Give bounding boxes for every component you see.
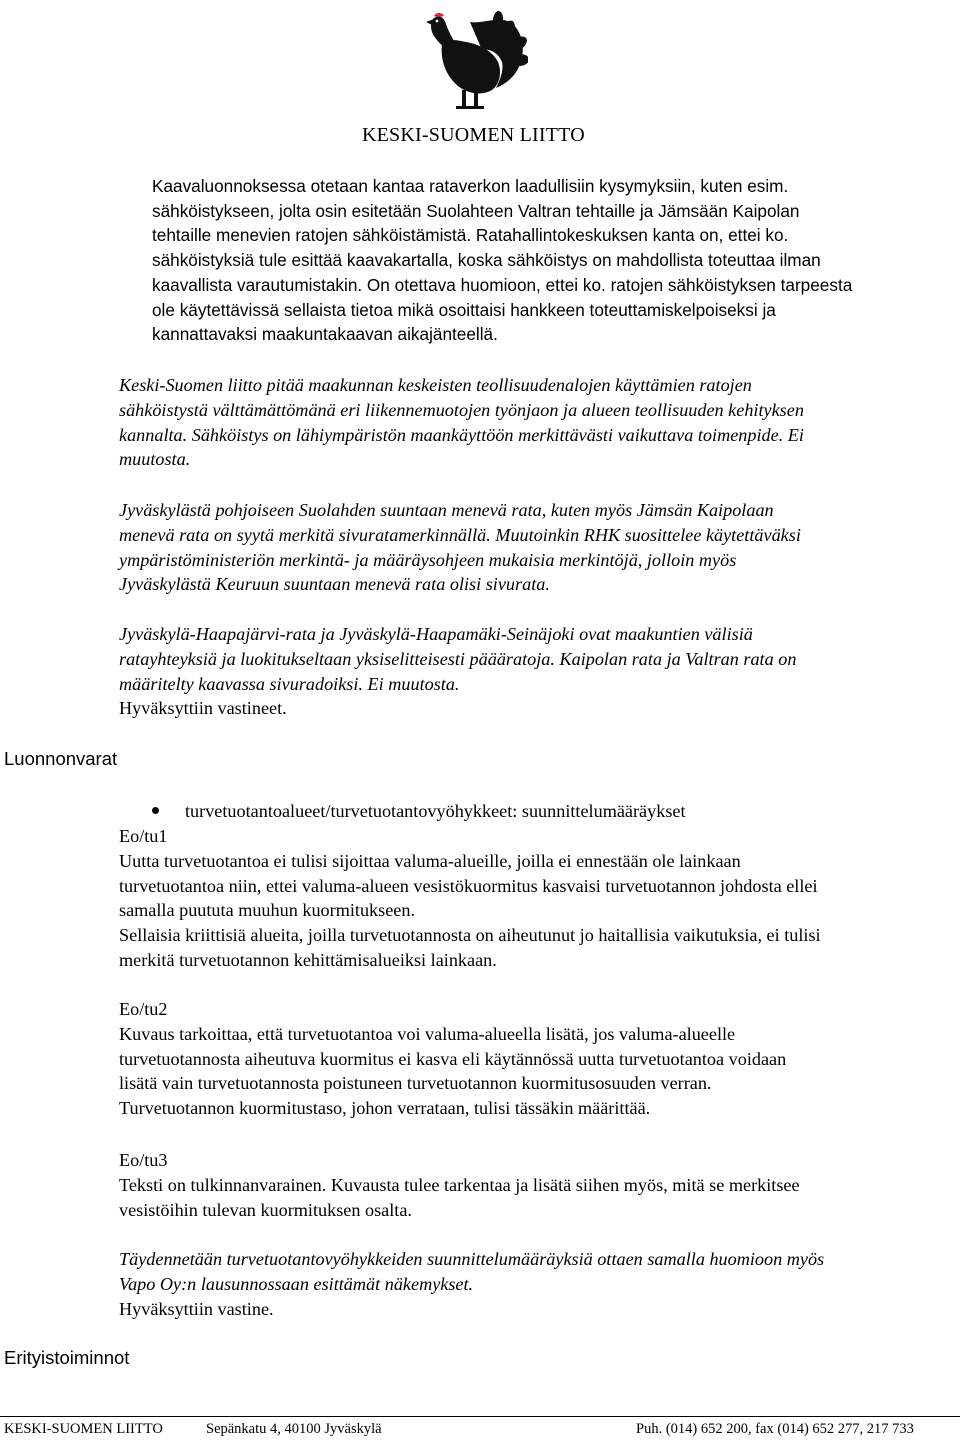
response-line: Jyväskylä-Haapajärvi-rata ja Jyväskylä-Haapamäki-Seinäjoki ovat maakuntien välisiä — [119, 624, 753, 644]
response-paragraph-electrification — [119, 373, 959, 472]
response-paragraph-main-lines — [119, 622, 959, 721]
accepted-note: Hyväksyttiin vastineet. — [119, 698, 287, 719]
bullet-item — [152, 799, 686, 824]
statement-line: sähköistyksiä tule esittää kaavakartalla, koska sähköistys on mahdollista toteuttaa ilman — [152, 250, 821, 271]
organization-name: KESKI-SUOMEN LIITTO — [362, 124, 585, 146]
section-line: turvetuotantoa niin, ettei valuma-alueen vesistökuormitus kasvaisi turvetuotannon johdosta ellei — [119, 875, 818, 896]
response-line: kannalta. Sähköistys on lähiympäristön maankäyttöön merkittävästi vaikuttava toimenpide. Ei — [119, 424, 804, 445]
response-line: Vapo Oy:n lausunnossaan esittämät näkemykset. — [119, 1273, 474, 1294]
response-line: muutosta. — [119, 449, 191, 470]
section-line: Turvetuotannon kuormitustaso, johon verrataan, tulisi tässäkin määrittää. — [119, 1098, 651, 1119]
statement-line: ole käytettävissä sellaista tietoa mikä osoittaisi hankkeen toteuttamiskelpoiseksi ja — [152, 299, 776, 320]
statement-line: sähköistykseen, jolta osin esitetään Suolahteen Valtran tehtaille ja Jämsään Kaipolan — [152, 200, 800, 221]
statement-line: kannattavaksi maakuntakaavan aikajänteellä. — [152, 324, 498, 345]
section-eo-tu2 — [119, 997, 959, 1121]
section-eo-tu3 — [119, 1148, 959, 1222]
statement-line: kaavallista varautumistakin. On otettava huomioon, ettei ko. ratojen sähköistyksen tarpeesta — [152, 274, 853, 295]
section-line: turvetuotannosta aiheutuva kuormitus ei kasva eli käytännössä uutta turvetuotantoa voidaan — [119, 1048, 787, 1069]
section-line: Uutta turvetuotantoa ei tulisi sijoittaa valuma-alueille, joilla ei ennestään ole lainkaan — [119, 850, 741, 871]
footer-organization: KESKI-SUOMEN LIITTO — [4, 1421, 163, 1437]
accepted-note: Hyväksyttiin vastine. — [119, 1298, 274, 1319]
section-heading: Eo/tu3 — [119, 1150, 168, 1170]
bullet-text: turvetuotantoalueet/turvetuotantovyöhykkeet: suunnittelumääräykset — [185, 801, 686, 821]
response-line: Jyväskylästä Keuruun suuntaan menevä rata olisi sivurata. — [119, 574, 550, 595]
section-label-luonnonvarat: Luonnonvarat — [4, 748, 118, 769]
response-line: Keski-Suomen liitto pitää maakunnan keskeisten teollisuudenalojen käyttämien ratojen — [119, 375, 752, 395]
statement-line: tehtaille menevien ratojen sähköistämistä. Ratahallintokeskuksen kanta on, ettei ko. — [152, 225, 789, 246]
section-label-erityistoiminnot: Erityistoiminnot — [4, 1347, 130, 1368]
section-heading: Eo/tu2 — [119, 999, 168, 1019]
footer-address: Sepänkatu 4, 40100 Jyväskylä — [206, 1421, 382, 1437]
section-line: samalla puututa muuhun kuormitukseen. — [119, 900, 415, 921]
section-eo-tu1 — [119, 824, 959, 973]
response-line: määritelty kaavassa sivuradoiksi. Ei muutosta. — [119, 673, 460, 694]
section-line: Teksti on tulkinnanvarainen. Kuvausta tulee tarkentaa ja lisätä siihen myös, mitä se merkitsee — [119, 1174, 800, 1195]
statement-line: Kaavaluonnoksessa otetaan kantaa rataverkon laadullisiin kysymyksiin, kuten esim. — [152, 176, 789, 196]
response-line: menevä rata on syytä merkitä sivuratamerkinnällä. Muutoinkin RHK suosittelee käytettäväksi — [119, 524, 801, 545]
footer-divider — [0, 1416, 960, 1417]
section-line: Sellaisia kriittisiä alueita, joilla turvetuotannosta on aiheutunut jo haitallisia vaikutuksia, ei tulisi — [119, 925, 821, 946]
response-paragraph-branch-lines — [119, 498, 959, 597]
section-line: lisätä vain turvetuotannosta poistuneen turvetuotannon kuormitusosuuden verran. — [119, 1073, 712, 1094]
response-line: sähköistystä välttämättömänä eri liikennemuotojen työnjaon ja alueen teollisuuden kehityksen — [119, 399, 804, 420]
footer-phone: Puh. (014) 652 200, fax (014) 652 277, 217 733 — [636, 1421, 914, 1437]
section-heading: Eo/tu1 — [119, 826, 168, 846]
capercaillie-bird-logo-icon — [412, 4, 528, 114]
section-line: Kuvaus tarkoittaa, että turvetuotantoa voi valuma-alueella lisätä, jos valuma-alueelle — [119, 1023, 736, 1044]
section-line: merkitä turvetuotannon kehittämisalueiksi lainkaan. — [119, 949, 497, 970]
response-line: ympäristöministeriön merkintä- ja määräysohjeen mukaisia merkintöjä, jolloin myös — [119, 549, 737, 570]
bullet-icon — [152, 807, 159, 814]
section-line: vesistöihin tulevan kuormituksen osalta. — [119, 1199, 412, 1220]
response-line: Täydennetään turvetuotantovyöhykkeiden suunnittelumääräyksiä ottaen samalla huomioon myös — [119, 1249, 825, 1269]
response-line: ratayhteyksiä ja luokitukseltaan yksiselitteisesti päääratoja. Kaipolan rata ja Valtran rata on — [119, 648, 797, 669]
response-line: Jyväskylästä pohjoiseen Suolahden suuntaan menevä rata, kuten myös Jämsän Kaipolaan — [119, 500, 774, 520]
response-paragraph-peat — [119, 1247, 959, 1321]
quoted-statement — [152, 174, 958, 347]
